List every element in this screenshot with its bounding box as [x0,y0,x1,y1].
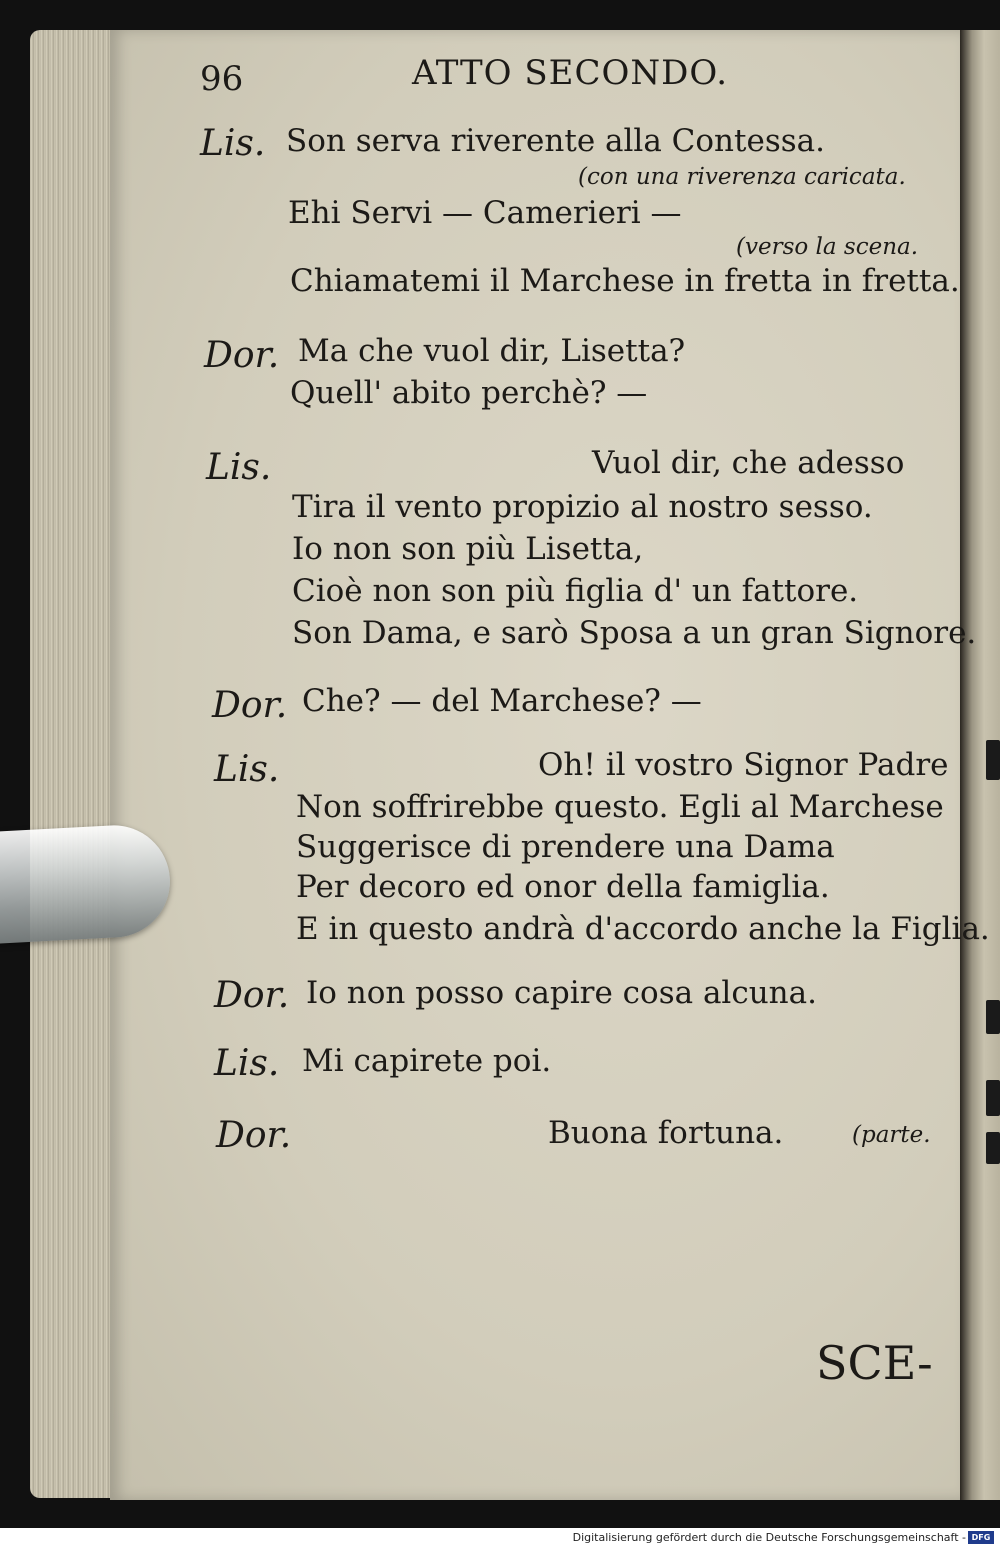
verse-line: Son serva riverente alla Contessa. [286,123,825,159]
verse-line: Non soffrirebbe questo. Egli al Marchese [296,789,944,825]
speaker-label: Dor. [212,685,288,726]
verse-line: Son Dama, e sarò Sposa a un gran Signore. [292,615,977,651]
verse-line: Ehi Servi — Camerieri — [288,195,682,231]
verse-line: Vuol dir, che adesso [592,445,905,481]
running-head: ATTO SECONDO. [412,53,729,93]
verse-line: Che? — del Marchese? — [302,683,702,719]
catchword: SCE- [816,1336,933,1390]
verse-line: Mi capirete poi. [302,1043,552,1079]
speaker-label: Dor. [204,335,280,376]
verse-line: Buona fortuna. [548,1115,784,1151]
speaker-label: Lis. [214,749,280,790]
footer-credit: Digitalisierung gefördert durch die Deutsche Forschungsgemeinschaft - [572,1531,966,1544]
verse-line: Oh! il vostro Signor Padre [538,747,949,783]
facing-page-glyph [986,740,1000,780]
speaker-label: Lis. [206,447,272,488]
verse-line: Chiamatemi il Marchese in fretta in fretta. [290,263,960,299]
verse-line: Cioè non son più figlia d' un fattore. [292,573,859,609]
speaker-label: Dor. [214,975,290,1016]
stage-direction: (verso la scena. [736,234,919,260]
speaker-label: Dor. [216,1115,292,1156]
facing-page-glyph [986,1080,1000,1116]
stage-direction: (parte. [852,1122,931,1148]
facing-page-glyph [986,1132,1000,1164]
digitization-footer [0,1528,1000,1548]
verse-line: Io non posso capire cosa alcuna. [306,975,817,1011]
verse-line: Suggerisce di prendere una Dama [296,829,835,865]
verse-line: Tira il vento propizio al nostro sesso. [292,489,873,525]
verse-line: Per decoro ed onor della famiglia. [296,869,830,905]
dfg-logo: DFG [968,1531,994,1544]
verse-line: E in questo andrà d'accordo anche la Figlia. [296,911,990,947]
speaker-label: Lis. [214,1043,280,1084]
verse-line: Ma che vuol dir, Lisetta? [298,333,686,369]
verse-line: Quell' abito perchè? — [290,375,648,411]
stage-direction: (con una riverenza caricata. [578,164,906,190]
speaker-label: Lis. [200,123,266,164]
verse-line: Io non son più Lisetta, [292,531,644,567]
page-number: 96 [200,59,244,99]
facing-page-glyph [986,1000,1000,1034]
